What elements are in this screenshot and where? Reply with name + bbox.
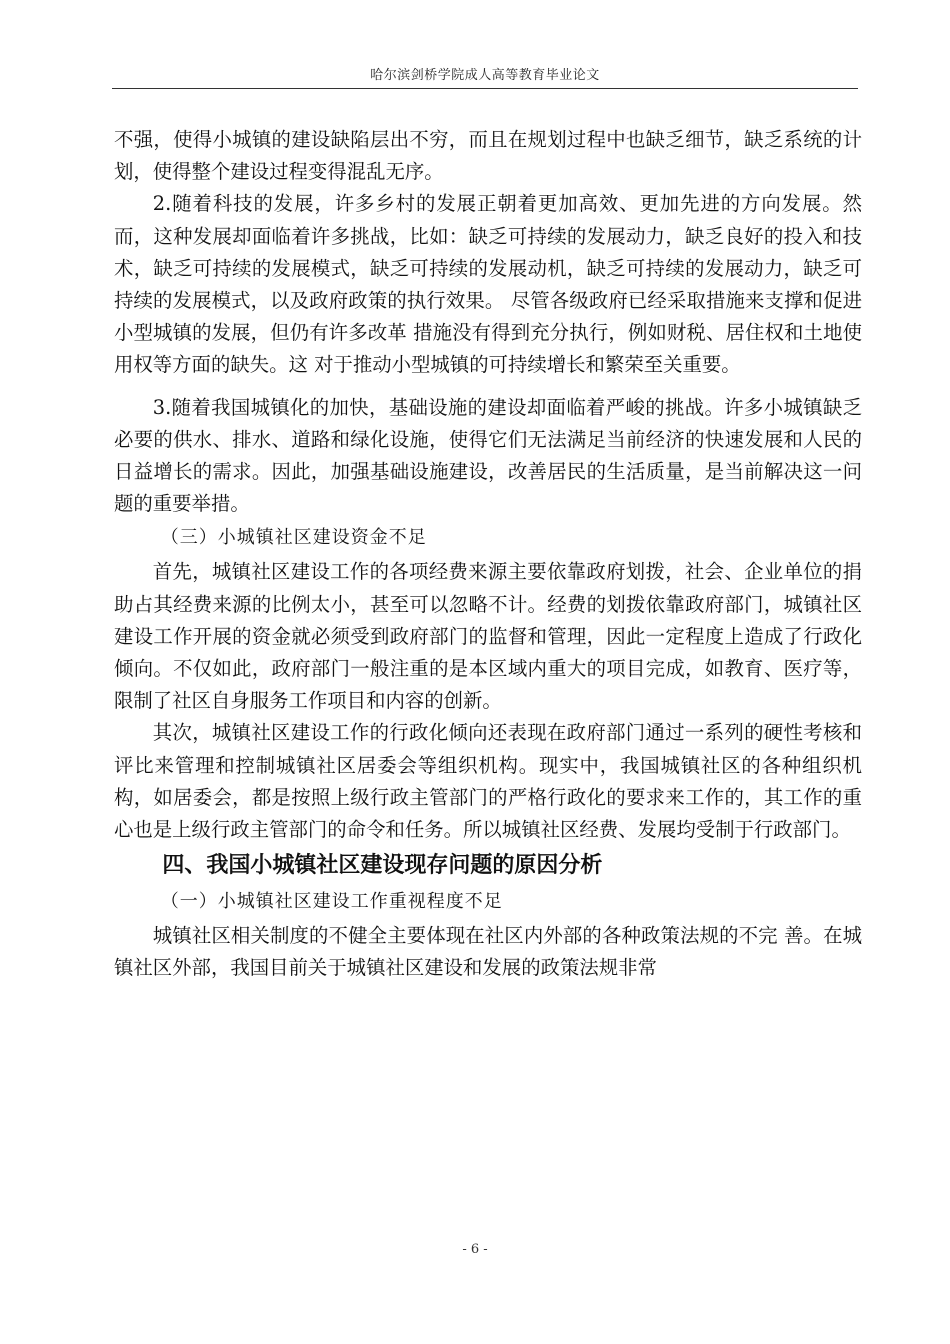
page-number: - 6 -	[462, 1242, 488, 1257]
paragraph-secondly: 其次，城镇社区建设工作的行政化倾向还表现在政府部门通过一系列的硬性考核和评比来管理和控制城镇社区居委会等组织机构。现实中，我国城镇社区的各种组织机构，如居委会，都是按照上级行政主管部门的严格行政化的要求来工作的，其工作的重心也是上级行政主管部门的命令和任务。所以城镇社区经费、发展均受制于行政部门。	[114, 721, 862, 842]
header-divider	[112, 88, 858, 89]
paragraph-institutions: 城镇社区相关制度的不健全主要体现在社区内外部的各种政策法规的不完 善。在城镇社区外部，我国目前关于城镇社区建设和发展的政策法规非常	[114, 924, 862, 980]
subheading-funding: （三）小城镇社区建设资金不足	[160, 527, 427, 549]
paragraph-item-3: 3.随着我国城镇化的加快，基础设施的建设却面临着严峻的挑战。许多小城镇缺乏必要的供水、排水、道路和绿化设施，使得它们无法满足当前经济的快速发展和人民的日益增长的需求。因此，加强基础设施建设，改善居民的生活质量，是当前解决这一问题的重要举措。	[114, 395, 862, 516]
paragraph-continuation: 不强，使得小城镇的建设缺陷层出不穷，而且在规划过程中也缺乏细节，缺乏系统的计划，使得整个建设过程变得混乱无序。	[114, 128, 862, 184]
subheading-attention: （一）小城镇社区建设工作重视程度不足	[160, 891, 503, 913]
section-heading-4: 四、我国小城镇社区建设现存问题的原因分析	[162, 853, 603, 879]
running-header: 哈尔滨剑桥学院成人高等教育毕业论文	[370, 68, 600, 83]
main-content	[114, 124, 862, 985]
paragraph-item-2: 2.随着科技的发展，许多乡村的发展正朝着更加高效、更加先进的方向发展。然而，这种发展却面临着许多挑战，比如：缺乏可持续的发展动力，缺乏良好的投入和技术，缺乏可持续的发展模式，缺乏可持续的发展动机，缺乏可持续的发展动力，缺乏可持续的发展模式，以及政府政策的执行效果。 尽管各级政府已经采取措施来支撑和促进小型城镇的发展，但仍有许多改革 措施没有得到充分执行，例如财税、居住权和土地使用权等方面的缺失。这 对于推动小型城镇的可持续增长和繁荣至关重要。	[114, 192, 862, 377]
paragraph-firstly: 首先，城镇社区建设工作的各项经费来源主要依靠政府划拨，社会、企业单位的捐助占其经费来源的比例太小，甚至可以忽略不计。经费的划拨依靠政府部门，城镇社区建设工作开展的资金就必须受到政府部门的监督和管理，因此一定程度上造成了行政化倾向。不仅如此，政府部门一般注重的是本区域内重大的项目完成，如教育、医疗等，限制了社区自身服务工作项目和内容的创新。	[114, 560, 862, 713]
